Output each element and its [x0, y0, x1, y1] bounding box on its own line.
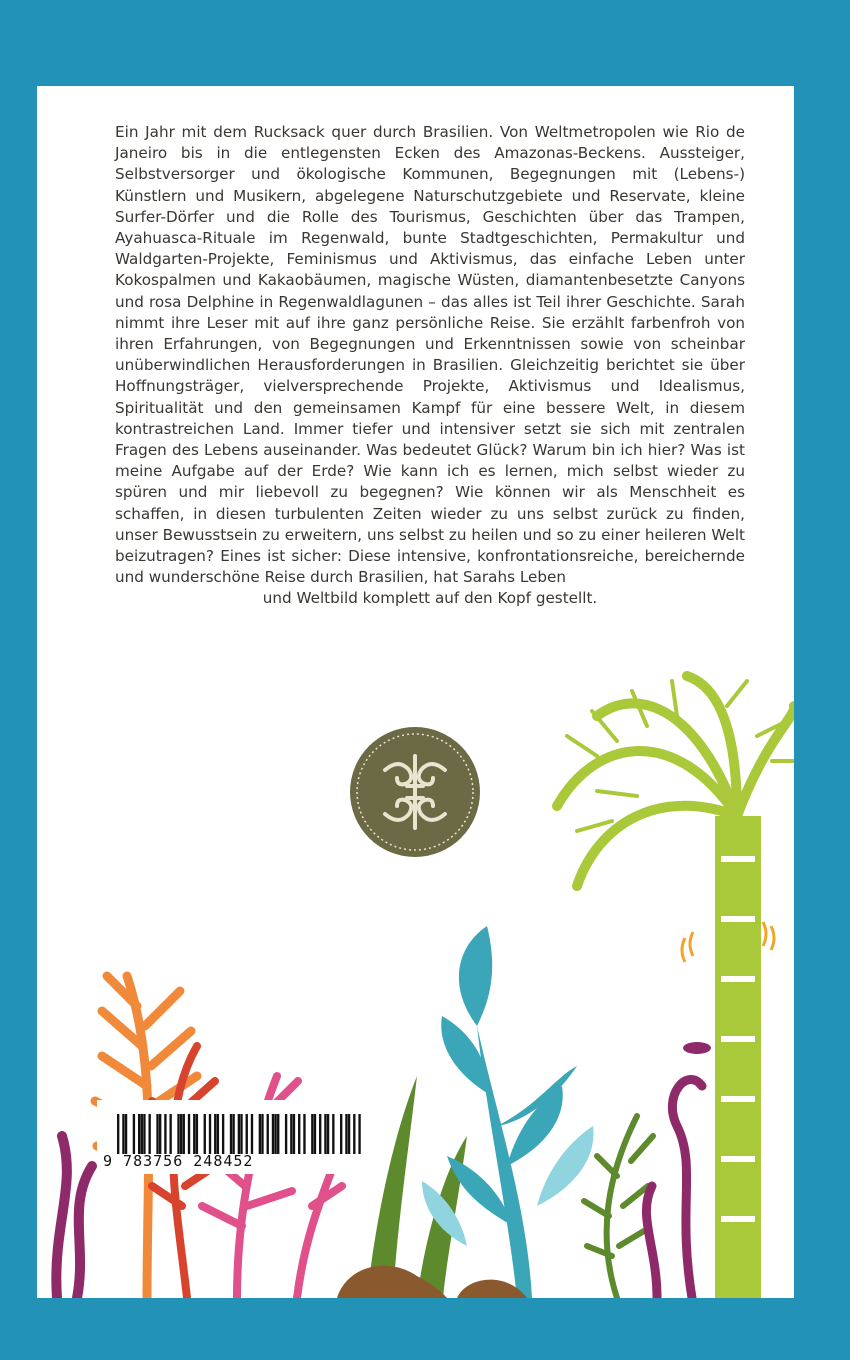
barcode-bar [319, 1114, 321, 1154]
barcode-bar [188, 1114, 190, 1154]
barcode-bar [164, 1114, 166, 1154]
blurb-line: Menschheit es schaffen, in diesen turbulenten Zeiten wieder zu uns selbst zurück [115, 483, 745, 523]
blurb-line: de Janeiro bis in die entlegensten Ecken des Amazonas-Beckens. Aussteiger, Selbstversorger und ökologische Kommunen, Begegnungen mit (Lebens-) [115, 123, 745, 184]
blurb-line: von scheinbar unüberwindlichen Herausforderungen in Brasilien. Gleichzeitig [115, 335, 745, 375]
barcode-bar [314, 1114, 316, 1154]
barcode-bar [259, 1114, 261, 1154]
barcode-bar [214, 1114, 216, 1154]
barcode-bar [204, 1114, 206, 1154]
barcode-bar [159, 1114, 161, 1154]
barcode-bar [125, 1114, 127, 1154]
blurb-line: Idealismus, Spiritualität und den gemeinsamen Kampf für eine bessere Welt, [115, 377, 745, 417]
barcode-bar [180, 1114, 182, 1154]
barcode-bar [272, 1114, 274, 1154]
barcode-bar [353, 1114, 355, 1154]
blurb-line: ich hier? Was ist meine Aufgabe auf der Erde? Wie kann ich es lernen, mich [115, 441, 745, 481]
blurb-line: zu finden, unser Bewusstsein zu erweitern, uns selbst zu heilen und so zu einer [115, 504, 745, 544]
blurb-line: farbenfroh von ihren Erfahrungen, von Begegnungen und Erkenntnissen sowie [115, 313, 745, 354]
barcode-bar [230, 1114, 232, 1154]
blurb-line: berichtet sie über Hoffnungsträger, vielversprechende Projekte, Aktivismus und [115, 356, 745, 396]
blurb-line: Künstlern und Musikern, abgelegene Naturschutzgebiete und Reservate, kleine Surfer-Dörfer und die Rolle des Tourismus, Geschichten über das Trampen, [115, 186, 745, 226]
barcode-bars [117, 1114, 361, 1154]
barcode-bar [261, 1114, 263, 1154]
barcode-bar [290, 1114, 292, 1154]
plum-seaweed [56, 1136, 92, 1298]
olive-grass [367, 1076, 467, 1298]
barcode-bar [240, 1114, 242, 1154]
barcode-bar [345, 1114, 347, 1154]
jungle-plants-illustration [37, 646, 794, 1298]
barcode-bar [193, 1114, 195, 1154]
barcode-bar [156, 1114, 158, 1154]
blurb-line: Kokospalmen und Kakaobäumen, magische Wüsten, diamantenbesetzte Canyons und rosa Delphine in Regenwaldlagunen – das alles ist Teil ihrer Geschichte. Sarah nimmt ihre Leser mit auf ihre ganz persönliche Reise. Sie erzählt [115, 271, 745, 332]
blurb-line: Waldgarten-Projekte, Feminismus und Aktivismus, das einfache Leben unter [115, 250, 745, 269]
barcode-bar [143, 1114, 145, 1154]
barcode-bar [332, 1114, 334, 1154]
barcode-bar [251, 1114, 253, 1154]
palm-trunk [715, 816, 761, 1298]
barcode-bar [327, 1114, 329, 1154]
blurb-line: Ein Jahr mit dem Rucksack quer durch Brasilien. Von Weltmetropolen wie Rio [115, 123, 727, 141]
isbn-barcode [97, 1100, 365, 1174]
barcode-bar [117, 1114, 119, 1154]
back-cover [37, 86, 794, 1298]
blurb-line: heileren Welt beizutragen? Eines ist sicher: Diese intensive, konfrontationsreiche, bereichernde und wunderschöne Reise durch Brasilien, hat Sarahs Leben [115, 525, 745, 587]
barcode-bar [293, 1114, 295, 1154]
barcode-bar [303, 1114, 305, 1154]
blurb-last-line: und Weltbild komplett auf den Kopf gestellt. [262, 589, 598, 608]
barcode-bar [209, 1114, 211, 1154]
blurb-line: zentralen Fragen des Lebens auseinander. Was bedeutet Glück? Warum bin [115, 419, 745, 460]
barcode-bar [274, 1114, 276, 1154]
blurb-line: selbst wieder zu spüren und mir liebevoll zu begegnen? Wie können wir als [115, 462, 745, 502]
barcode-bar [148, 1114, 150, 1154]
barcode-bar [183, 1114, 185, 1154]
barcode-bar [348, 1114, 350, 1154]
barcode-bar [217, 1114, 219, 1154]
barcode-bar [138, 1114, 140, 1154]
barcode-bar [141, 1114, 143, 1154]
barcode-bar [222, 1114, 224, 1154]
barcode-bar [238, 1114, 240, 1154]
barcode-bar [177, 1114, 179, 1154]
barcode-bar [133, 1114, 135, 1154]
barcode-bar [232, 1114, 234, 1154]
barcode-bar [246, 1114, 248, 1154]
barcode-bar [340, 1114, 342, 1154]
barcode-bar [122, 1114, 124, 1154]
barcode-bar [169, 1114, 171, 1154]
blurb-line: Ayahuasca-Rituale im Regenwald, bunte Stadtgeschichten, Permakultur und [115, 229, 745, 248]
blurb-text [115, 122, 745, 610]
barcode-bar [196, 1114, 198, 1154]
barcode-bar [298, 1114, 300, 1154]
barcode-bar [277, 1114, 279, 1154]
isbn-digits: 9 783756 248452 [103, 1152, 254, 1170]
barcode-bar [311, 1114, 313, 1154]
barcode-bar [285, 1114, 287, 1154]
barcode-bar [324, 1114, 326, 1154]
blurb-line: in diesem kontrastreichen Land. Immer tiefer und intensiver setzt sie sich mit [115, 398, 745, 438]
barcode-bar [267, 1114, 269, 1154]
barcode-bar [358, 1114, 360, 1154]
